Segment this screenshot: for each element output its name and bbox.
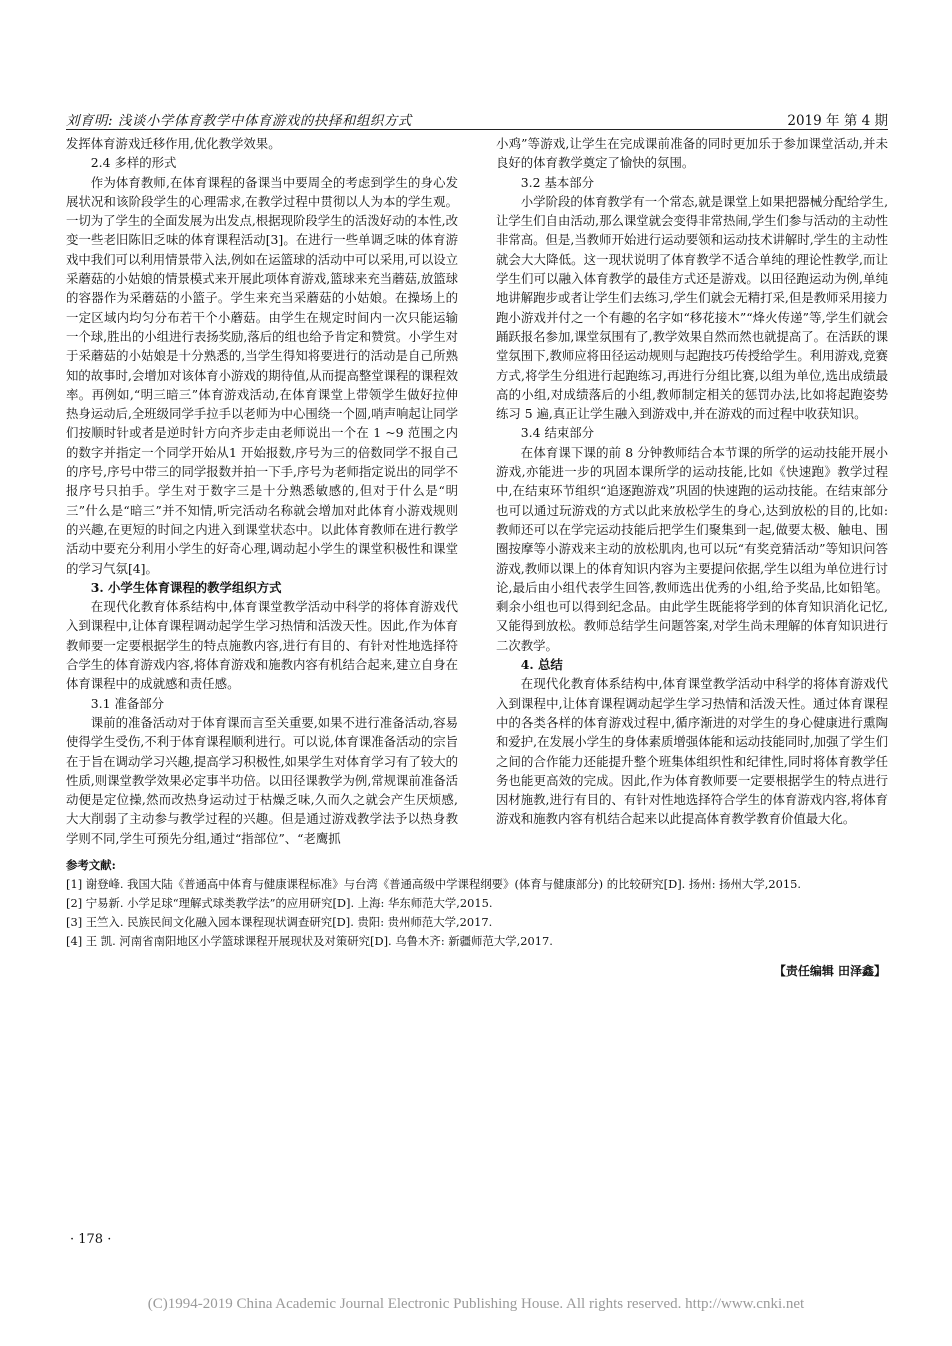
responsible-editor: 【责任编辑 田泽鑫】: [773, 964, 886, 978]
references-title: 参考文献:: [66, 858, 116, 872]
section-heading-3-1: 3.1 准备部分: [90, 695, 165, 711]
copyright-footer: (C)1994-2019 China Academic Journal Electronic Publishing House. All rights reserved. http://www.cnki.net: [147, 1296, 805, 1312]
header-issue: 2019 年 第 4 期: [787, 113, 888, 129]
left-column: [66, 134, 458, 848]
right-column: [496, 134, 888, 829]
reference-item: [4] 王 凯. 河南省南阳地区小学篮球课程开展现状及对策研究[D]. 乌鲁木齐: 新疆师范大学,2017.: [66, 934, 553, 948]
paragraph: 作为体育教师,在体育课程的备课当中要周全的考虑到学生的身心发展状况和该阶段学生的心理需求,在教学过程中贯彻以人为本的学生观。一切为了学生的全面发展为出发点,根据现阶段学生的活泼好动的本性,改变一些老旧陈旧乏味的体育课程活动[3]。在进行一些单调乏味的体育游戏中我们可以利用情景带入法,例如在运篮球的活动中可以采用,可以设立采蘑菇的小姑娘的情景模式来开展此项体育游戏,篮球来充当蘑菇,放篮球的容器作为采蘑菇的小篮子。学生来充当采蘑菇的小姑娘。在操场上的一定区域内均匀分布若干个小蘑菇。由学生在规定时间内一次只能运输一个球,胜出的小组进行表扬奖励,落后的组也给予肯定和赞赏。小学生对于采蘑菇的小姑娘是十分熟悉的,当学生得知将要进行的活动是自己所熟知的故事时,会增加对该体育小游戏的期待值,从而提高整堂课程的课程效率。再例如,“明三暗三”体育游戏活动,在体育课堂上带领学生做好拉伸热身运动后,全班级同学手拉手以老师为中心围绕一个圆,哨声响起让同学们按顺时针或者是逆时针方向齐步走由老师说出一个在 1 ~9 范围之内的数字并指定一个同学开始从1 开始报数,序号为三的倍数同学不报自己的序号,序号中带三的同学报数并拍一下手,序号为老师指定说出的同学不报序号只拍手。学生对于数字三是十分熟悉敏感的,但对于什么是“明三”什么是“暗三”并不知情,听完活动名称就会增加对此体育小游戏规则的兴趣,在更短的时间之内进入到课堂状态中。以此体育教师在进行教学活动中要充分利用小学生的好奇心理,调动起小学生的课堂积极性和课堂的学习气氛[4]。: [66, 174, 458, 576]
section-heading-4: 4. 总结: [520, 657, 563, 673]
paragraph: 在现代化教育体系结构中,体育课堂教学活动中科学的将体育游戏代入到课程中,让体育课程调动起学生学习热情和活泼天性。通过体育课程中的各类各样的体育游戏过程中,循序渐进的对学生的身心健康进行熏陶和爱护,在发展小学生的身体素质增强体能和运动技能同时,加强了学生们之间的合作能力还能提升整个班集体组织性和纪律性,同时将体育教学任务也能更高效的完成。因此,作为体育教师要一定要根据学生的特点进行因材施教,进行有目的、有针对性地选择符合学生的体育游戏内容,将体育游戏和施教内容有机结合起来以此提高体育教学教育价值最大化。: [496, 676, 888, 827]
header-title: 刘育明: 浅谈小学体育教学中体育游戏的抉择和组织方式: [66, 113, 412, 129]
paragraph: 在现代化教育体系结构中,体育课堂教学活动中科学的将体育游戏代入到课程中,让体育课程调动起学生学习热情和活泼天性。因此,作为体育教师要一定要根据学生的特点施教内容,进行有目的、有针对性地选择符合学生的体育游戏内容,将体育游戏和施教内容有机结合起来,建立自身在体育课程中的成就感和责任感。: [66, 599, 458, 692]
paragraph: 小学阶段的体育教学有一个常态,就是课堂上如果把器械分配给学生,让学生们自由活动,那么课堂就会变得非常热闹,学生们参与活动的主动性非常高。但是,当教师开始进行运动要领和运动技术讲解时,学生的主动性就会大大降低。这一现状说明了体育教学不适合单纯的理论性教学,而让学生们可以融入体育教学的最佳方式还是游戏。以田径跑运动为例,单纯地讲解跑步或者让学生们去练习,学生们就会无精打采,但是教师采用接力跑小游戏并付之一个有趣的名字如“移花接木”“烽火传递”等,学生们就会踊跃报名参加,课堂氛围有了,教学效果自然而然也就提高了。在活跃的课堂氛围下,教师应将田径运动规则与起跑技巧传授给学生。利用游戏,竞赛方式,将学生分组进行起跑练习,再进行分组比赛,以组为单位,选出成绩最高的小组,对成绩落后的小组,教师制定相关的惩罚办法,比如将起跑姿势练习 5 遍,真正让学生融入到游戏中,并在游戏的而过程中收获知识。: [496, 193, 889, 422]
references: [66, 856, 888, 951]
section-heading-3-4: 3.4 结束部分: [520, 425, 595, 441]
reference-item: [2] 宁易新. 小学足球“理解式球类教学法”的应用研究[D]. 上海: 华东师范大学,2015.: [66, 896, 493, 910]
reference-item: [3] 王竺入. 民族民间文化融入园本课程现状调查研究[D]. 贵阳: 贵州师范大学,2017.: [66, 915, 493, 929]
paragraph: 发挥体育游戏迁移作用,优化教学效果。: [66, 136, 281, 151]
paragraph: 在体育课下课的前 8 分钟教师结合本节课的所学的运动技能开展小游戏,亦能进一步的巩固本课所学的运动技能,比如《快速跑》教学过程中,在结束环节组织“追逐跑游戏”巩固的快速跑的运动技能。在结束部分也可以通过玩游戏的方式以此来放松学生的身心,达到放松的目的,比如:教师还可以在学完运动技能后把学生们聚集到一起,做要太极、触电、围圈按摩等小游戏来主动的放松肌肉,也可以玩“有奖竞猜活动”等知识问答游戏,教师以课上的体育知识内容为主要提问依据,学生以组为单位进行讨论,最后由小组代表学生回答,教师选出优秀的小组,给予奖品,比如铅笔。剩余小组也可以得到纪念品。由此学生既能将学到的体育知识消化记忆,又能得到放松。教师总结学生问题答案,对学生尚未理解的体育知识进行二次教学。: [496, 444, 888, 653]
paragraph: 课前的准备活动对于体育课而言至关重要,如果不进行准备活动,容易使得学生受伤,不利于体育课程顺利进行。可以说,体育课准备活动的宗旨在于旨在调动学习兴趣,提高学习积极性,如果学生对体育学习有了较大的性质,则课堂教学效果必定事半功倍。以田径课教学为例,常规课前准备活动便是定位操,然而改热身运动过于枯燥乏味,久而久之就会产生厌烦感,大大削弱了主动参与教学过程的兴趣。但是通过游戏教学法予以热身教学则不同,学生可预先分组,通过“指部位”、“老鹰抓: [66, 714, 459, 846]
running-header: [66, 107, 888, 130]
reference-item: [1] 谢登峰. 我国大陆《普通高中体育与健康课程标准》与台湾《普通高级中学课程纲要》(体育与健康部分) 的比较研究[D]. 扬州: 扬州大学,2015.: [66, 877, 801, 891]
paragraph: 小鸡”等游戏,让学生在完成课前准备的同时更加乐于参加课堂活动,并未良好的体育教学奠定了愉快的氛围。: [496, 136, 888, 171]
section-heading-3: 3. 小学生体育课程的教学组织方式: [90, 579, 282, 595]
section-heading-3-2: 3.2 基本部分: [520, 174, 595, 190]
section-heading-2-4: 2.4 多样的形式: [90, 155, 177, 171]
page-number: · 178 ·: [70, 1232, 112, 1247]
